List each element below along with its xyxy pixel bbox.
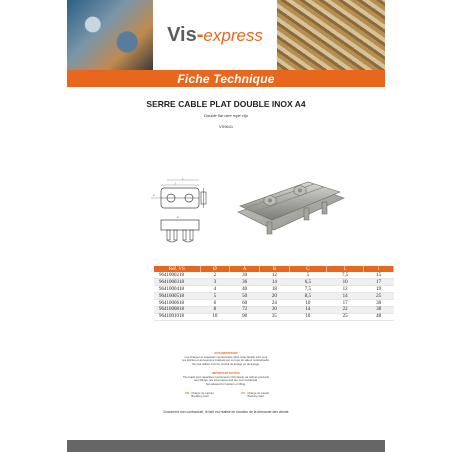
table-cell: 9641000218 <box>154 272 200 279</box>
table-cell: 17 <box>327 300 364 307</box>
table-cell: 8,5 <box>289 293 326 300</box>
table-cell: 19 <box>364 286 394 293</box>
table-cell: 40 <box>230 286 260 293</box>
notice-fr-line: les articles et accessoires indiqués qui ont pas de valeur contractuelle. <box>182 358 270 363</box>
table-cell: 12 <box>327 286 364 293</box>
table-cell: 90 <box>230 313 260 320</box>
table-cell: 30 <box>260 306 290 313</box>
logo-area <box>153 0 277 70</box>
table-cell: 25 <box>327 313 364 320</box>
col-header: Ø <box>200 266 230 272</box>
table-cell: 14 <box>260 279 290 286</box>
product-photo <box>234 178 348 242</box>
footer-bar <box>67 440 385 452</box>
table-cell: 14 <box>289 306 326 313</box>
table-cell: 8 <box>200 306 230 313</box>
table-cell: 9641000418 <box>154 286 200 293</box>
table-row <box>154 279 394 286</box>
notice-en-line: The loads and capacities mentioned in this family, as well as products <box>182 374 270 379</box>
legend-line: Breaking load <box>191 394 209 399</box>
table-cell: 50 <box>230 293 260 300</box>
table-cell: 7,5 <box>327 272 364 279</box>
table-cell: 15 <box>364 272 394 279</box>
notice-en-heading: IMPORTANT NOTICE <box>212 371 240 375</box>
notice-en-line: and fittings, are informative and are not contractual. <box>194 378 258 383</box>
table-cell: 10 <box>327 279 364 286</box>
technical-sheet <box>67 0 385 452</box>
table-cell: 12 <box>260 272 290 279</box>
table-cell: 6,5 <box>289 279 326 286</box>
table-cell: 72 <box>230 306 260 313</box>
footer-note: Document non contractuel, le tarif est réalisé en fonction de la demande des clients <box>163 410 289 414</box>
logo-dash: - <box>196 24 204 46</box>
table-cell: 22 <box>327 306 364 313</box>
table-cell: 30 <box>364 300 394 307</box>
table-cell: 6 <box>200 300 230 307</box>
legend-working-load <box>241 392 269 399</box>
table-cell: 18 <box>260 286 290 293</box>
fiche-technique-banner <box>67 70 385 87</box>
table-cell: 20 <box>260 293 290 300</box>
table-cell: 5 <box>289 272 326 279</box>
legend-line: Working load <box>247 394 264 399</box>
table-cell: 48 <box>364 313 394 320</box>
legend-line: Charge de travail <box>247 391 269 395</box>
table-cell: 60 <box>230 300 260 307</box>
table-cell: 4 <box>200 286 230 293</box>
notice-fr-line: Ne pas utiliser comme produit de levage ou de levage. <box>192 361 260 366</box>
table-cell: 9641000318 <box>154 279 200 286</box>
technical-drawing <box>147 176 209 246</box>
dim-label-a: a <box>177 215 179 219</box>
product-subtitle: Double flat wire rope clip <box>204 113 248 118</box>
table-cell: 35 <box>260 313 290 320</box>
table-cell: 2 <box>200 272 230 279</box>
table-cell: 17 <box>364 279 394 286</box>
legend-symbol-cr: CR <box>185 391 190 395</box>
legend-line: Charge de rupture <box>191 391 215 395</box>
table-cell: 10 <box>200 313 230 320</box>
dim-label-e: e <box>153 193 155 197</box>
col-header: A <box>230 266 260 272</box>
table-row <box>154 272 394 279</box>
table-cell: 36 <box>230 279 260 286</box>
notice-fr-line: Les charges et capacités mentionnées dans cette famille sont pour <box>184 354 268 359</box>
table-cell: 16 <box>289 313 326 320</box>
table-cell: 5 <box>200 293 230 300</box>
notice-fr <box>67 352 385 366</box>
notice-en-line: Not allowed for traction or lifting. <box>206 381 246 386</box>
col-header: B <box>260 266 290 272</box>
col-header: Réf. VS <box>154 266 200 272</box>
col-header: C <box>289 266 326 272</box>
product-reference: VS9641 <box>218 124 234 129</box>
notice-fr-heading: AVIS IMPORTANT <box>214 351 238 355</box>
notice-en <box>67 372 385 386</box>
dim-label-l-upper: L <box>182 176 184 181</box>
table-cell: 25 <box>364 293 394 300</box>
legend-symbol-cu: CU <box>241 391 246 395</box>
table-cell: 24 <box>260 300 290 307</box>
table-cell: 9641000818 <box>154 306 200 313</box>
banner-title: Fiche Technique <box>177 71 275 86</box>
table-cell: 10 <box>289 300 326 307</box>
table-row <box>154 313 394 320</box>
dim-label-l-lower: l <box>175 181 176 186</box>
table-row <box>154 293 394 300</box>
table-cell: 3 <box>200 279 230 286</box>
spec-table <box>154 266 394 321</box>
col-header: L <box>327 266 364 272</box>
table-cell: 38 <box>364 306 394 313</box>
table-cell: 14 <box>327 293 364 300</box>
product-title: SERRE CABLE PLAT DOUBLE INOX A4 <box>146 99 306 109</box>
logo-accent-text: express <box>203 26 263 45</box>
table-row <box>154 300 394 307</box>
table-row <box>154 286 394 293</box>
col-header: l <box>364 266 394 272</box>
legend-breaking-load <box>185 392 214 399</box>
logo-main-text: Vis <box>167 24 197 46</box>
header <box>67 0 385 70</box>
table-cell: 9641000618 <box>154 300 200 307</box>
vis-express-logo <box>167 25 263 45</box>
table-cell: 30 <box>230 272 260 279</box>
table-cell: 9641000518 <box>154 293 200 300</box>
screws-photo <box>277 0 385 70</box>
tools-photo <box>67 0 153 70</box>
table-cell: 7,5 <box>289 286 326 293</box>
table-row <box>154 306 394 313</box>
table-cell: 9641001018 <box>154 313 200 320</box>
